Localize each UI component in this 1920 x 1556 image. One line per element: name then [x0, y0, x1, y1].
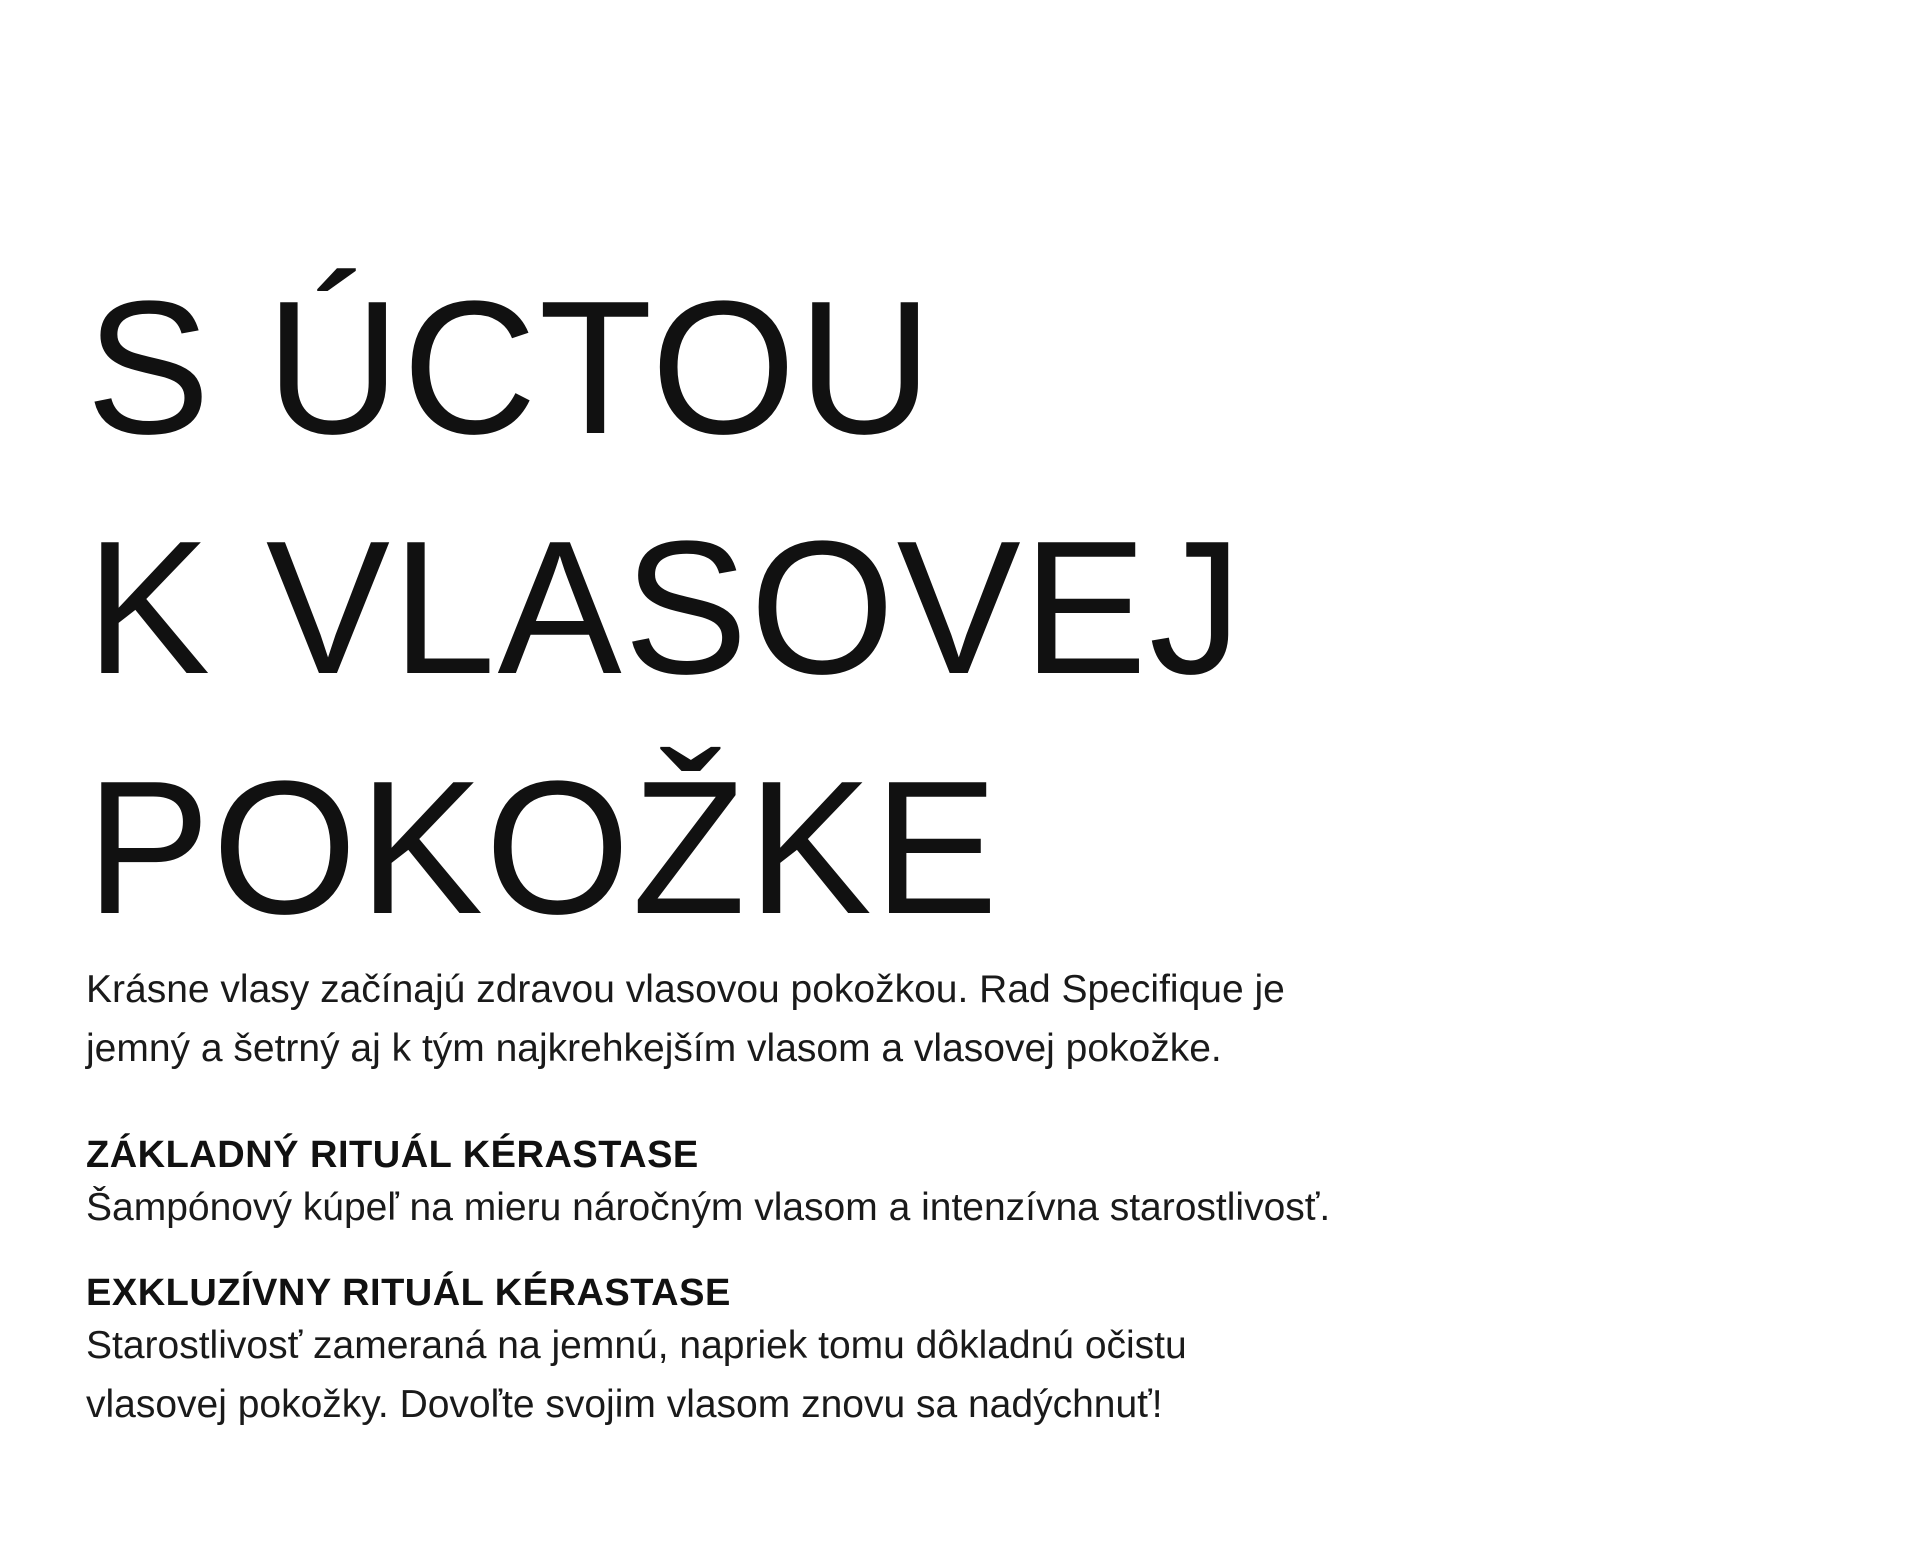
ritual-exclusive-text	[86, 1316, 1786, 1434]
ritual-exclusive-line-2: vlasovej pokožky. Dovoľte svojim vlasom znovu sa nadýchnuť!	[86, 1383, 1163, 1426]
headline-line-3: POKOŽKE	[86, 742, 1000, 954]
intro-line-2: jemný a šetrný aj k tým najkrehkejším vlasom a vlasovej pokožke.	[86, 1027, 1222, 1070]
intro-paragraph	[86, 960, 1586, 1078]
intro-line-1: Krásne vlasy začínajú zdravou vlasovou pokožkou. Rad Specifique je	[86, 968, 1285, 1011]
headline	[86, 248, 1268, 968]
ritual-basic-title: ZÁKLADNÝ RITUÁL KÉRASTASE	[86, 1134, 699, 1176]
ritual-basic-text	[86, 1178, 1786, 1237]
headline-line-1: S ÚCTOU	[86, 262, 935, 474]
ritual-exclusive-line-1: Starostlivosť zameraná na jemnú, napriek tomu dôkladnú očistu	[86, 1324, 1187, 1367]
ritual-exclusive-title: EXKLUZÍVNY RITUÁL KÉRASTASE	[86, 1272, 731, 1314]
ritual-exclusive	[86, 1270, 1786, 1434]
headline-line-2: K VLASOVEJ	[86, 502, 1244, 714]
ritual-basic	[86, 1132, 1786, 1237]
ritual-basic-line-1: Šampónový kúpeľ na mieru náročným vlasom a intenzívna starostlivosť.	[86, 1186, 1331, 1229]
